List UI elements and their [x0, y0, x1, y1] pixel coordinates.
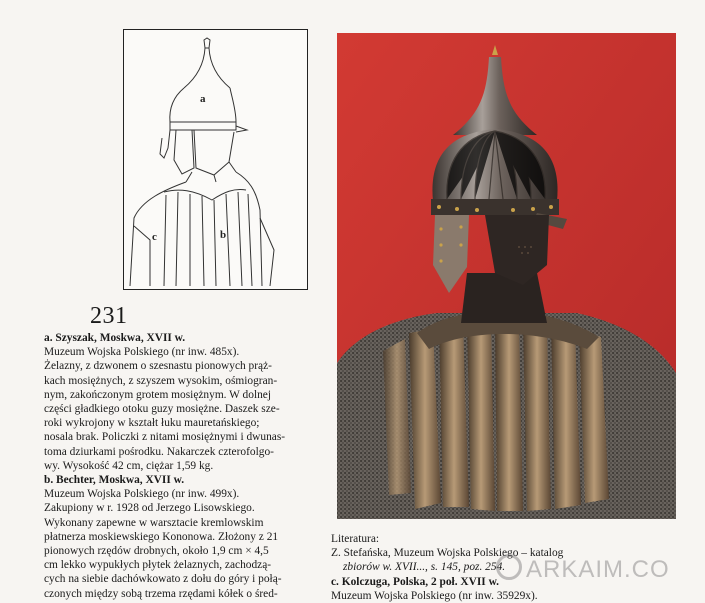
item-a-line: Muzeum Wojska Polskiego (nr inw. 485x). — [44, 346, 240, 359]
item-a-line: kach mosiężnych, z szyszem wysokim, ośmiogran- — [44, 374, 278, 387]
watermark — [496, 554, 670, 584]
item-a-line: Żelazny, z dzwonem o szesnastu pionowych prąż- — [44, 360, 272, 373]
armour-line-drawing — [123, 29, 308, 290]
item-a-heading: a. Szyszak, Moskwa, XVII w. — [44, 332, 186, 344]
item-a-line: nosala brak. Policzki z nitami mosiężnymi i dwunas- — [44, 431, 286, 444]
item-a-line: części gładkiego otoku guzy mosiężne. Daszek sze- — [44, 403, 280, 416]
literature-line: zbiorów w. XVII..., s. 145, poz. 254. — [343, 561, 506, 574]
item-b-line: płatnerza moskiewskiego Kononowa. Złożony z 21 — [44, 530, 279, 543]
item-b-heading: b. Bechter, Moskwa, XVII w. — [44, 474, 185, 487]
left-caption — [44, 331, 310, 601]
sketch-label-c: c — [152, 231, 157, 243]
watermark-text: ARKAIM.CO — [526, 556, 670, 583]
item-b-line: pionowych rzędów drobnych, około 1,9 cm × 4,5 — [44, 545, 269, 558]
item-b-line: Wykonany zapewne w warsztacie kremlowskim — [44, 516, 264, 529]
plate-number: 231 — [90, 303, 128, 329]
item-a-line: wy. Wysokość 42 cm, ciężar 1,59 kg. — [44, 459, 214, 472]
sketch-label-b: b — [220, 229, 227, 241]
literature-label: Literatura: — [331, 533, 380, 545]
sketch-label-a: a — [200, 93, 206, 105]
item-c-heading: c. Kolczuga, Polska, 2 poł. XVII w. — [331, 575, 500, 588]
item-b-line: czonych między sobą trzema rzędami kółek o śred- — [44, 587, 278, 600]
item-b-line: Muzeum Wojska Polskiego (nr inw. 499x). — [44, 488, 240, 501]
line-drawing-svg — [124, 30, 307, 289]
item-b-line: cm lekko wypukłych płytek żelaznych, zachodzą- — [44, 559, 272, 572]
item-a-line: roki wykrojony w kształt łuku mauretańskiego; — [44, 417, 260, 430]
item-c-line: Muzeum Wojska Polskiego (nr inw. 35929x). — [331, 589, 538, 602]
item-a-line: nym, zakończonym grotem mosiężnym. W dolnej — [44, 388, 272, 401]
armour-photograph — [337, 33, 676, 519]
watermark-logo-icon — [496, 554, 522, 580]
item-b-line: Zakupiony w r. 1928 od Jerzego Lisowskiego. — [44, 502, 255, 515]
literature-line: Z. Stefańska, Muzeum Wojska Polskiego – katalog — [331, 547, 564, 560]
photograph-svg — [337, 33, 676, 519]
item-b-line: cych na siebie dachówkowato z dołu do góry i połą- — [44, 573, 282, 586]
item-a-line: toma dziurkami pośrodku. Nakarczek czterofolgo- — [44, 445, 274, 458]
